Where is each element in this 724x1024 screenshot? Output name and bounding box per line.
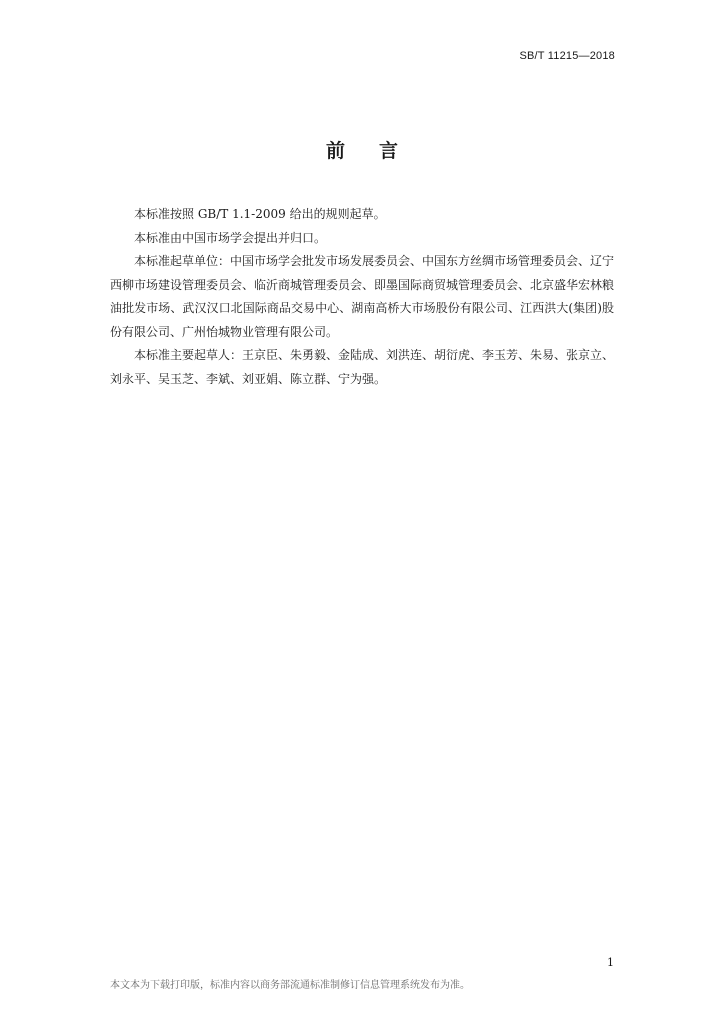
foreword-body [110, 203, 614, 391]
page-title: 前言 [325, 140, 432, 162]
paragraph-drafting-units: 本标准起草单位：中国市场学会批发市场发展委员会、中国东方丝绸市场管理委员会、辽宁西柳市场建设管理委员会、临沂商城管理委员会、即墨国际商贸城管理委员会、北京盛华宏林粮油批发市场、武汉汉口北国际商品交易中心、湖南高桥大市场股份有限公司、江西洪大(集团)股份有限公司、广州怡城物业管理有限公司。 [110, 254, 615, 339]
standard-code: SB/T 11215—2018 [519, 50, 615, 62]
page-number: 1 [607, 956, 614, 969]
paragraph-drafters: 本标准主要起草人：王京臣、朱勇毅、金陆成、刘洪连、胡衍虎、李玉芳、朱易、张京立、刘永平、吴玉芝、李斌、刘亚娟、陈立群、宁为强。 [110, 348, 615, 386]
paragraph-drafting-rules: 本标准按照 GB/T 1.1-2009 给出的规则起草。 [134, 207, 386, 221]
paragraph-proposer: 本标准由中国市场学会提出并归口。 [134, 230, 327, 245]
footer-note: 本文本为下载打印版，标准内容以商务部流通标准制修订信息管理系统发布为准。 [110, 980, 470, 991]
